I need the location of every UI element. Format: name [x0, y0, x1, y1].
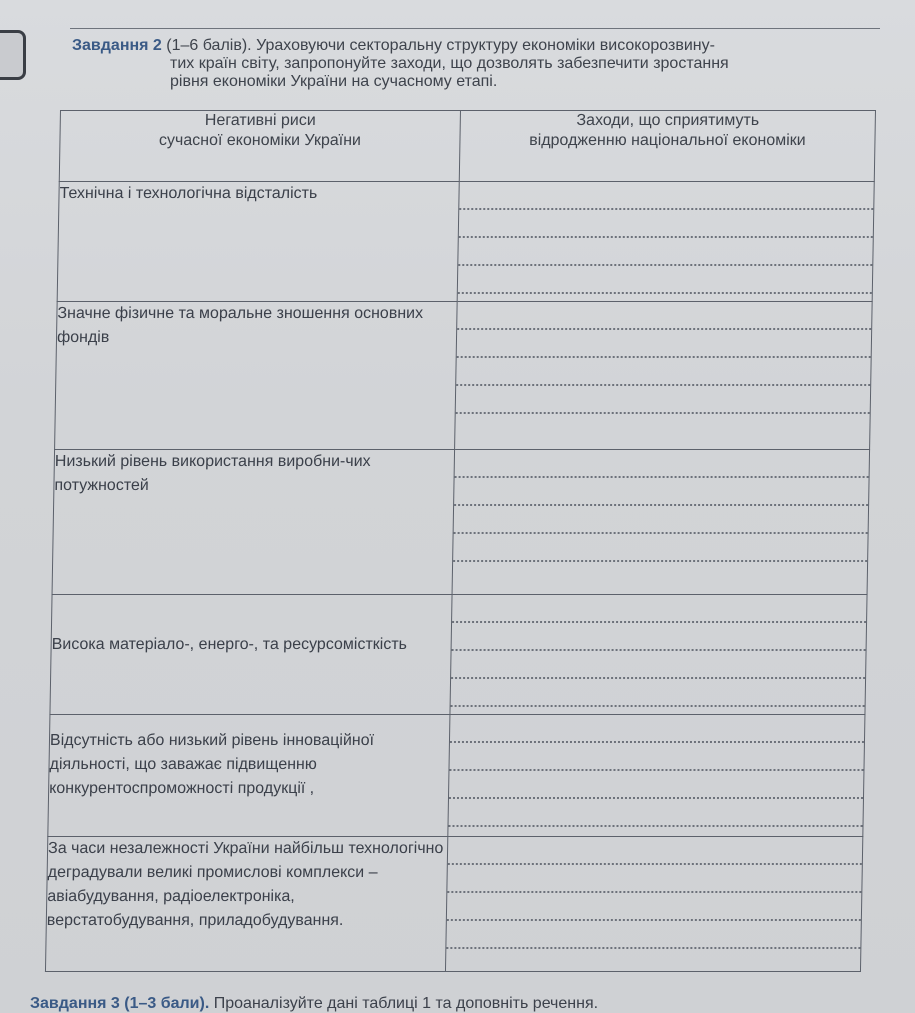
measures-table — [45, 110, 876, 972]
table-row — [57, 182, 874, 302]
header-negative-features: Негативні риси сучасної економіки України — [59, 111, 460, 182]
table-row — [45, 837, 862, 972]
task-statement — [72, 37, 887, 91]
feature-cell: Технічна і технологічна відсталість — [57, 182, 459, 302]
answer-cell[interactable] — [445, 837, 862, 972]
page-tab-marker — [0, 30, 26, 80]
task-points: (1–6 балів). — [166, 37, 252, 54]
answer-cell[interactable] — [448, 715, 865, 837]
table-header-row — [59, 111, 875, 182]
top-divider — [70, 28, 880, 29]
task-line-3: рівня економіки України на сучасному етапі. — [170, 73, 498, 90]
table-row — [50, 595, 867, 715]
feature-cell: Відсутність або низький рівень інноваційної діяльності, що заважає підвищенню конкурентоспроможності продукції , — [48, 715, 450, 837]
feature-cell: Значне фізичне та моральне зношення основних фондів — [55, 302, 458, 450]
table-row — [48, 715, 865, 837]
feature-cell: За часи незалежності України найбільш технологічно деградували великі промислові комплекси – авіабудування, радіоелектроніка, верстатобудування, приладобудування. — [45, 837, 447, 972]
answer-cell[interactable] — [450, 595, 867, 715]
answer-cell[interactable] — [455, 302, 873, 450]
task-line-1: Ураховуючи секторальну структуру економіки високорозвину- — [256, 37, 715, 54]
task-line-2: тих країн світу, запропонуйте заходи, що дозволять забезпечити зростання — [170, 55, 729, 72]
table-row — [52, 450, 870, 595]
next-task-number: Завдання 3 (1–3 бали). — [30, 995, 210, 1012]
table-row — [55, 302, 873, 450]
feature-cell: Висока матеріало-, енерго-, та ресурсомісткість — [50, 595, 452, 715]
next-task-text: Проаналізуйте дані таблиці 1 та доповніть речення. — [213, 995, 599, 1012]
answer-cell[interactable] — [452, 450, 870, 595]
task-number: Завдання 2 — [72, 37, 162, 54]
next-task-statement — [30, 995, 598, 1013]
header-measures: Заходи, що сприятимуть відродженню національної економіки — [459, 111, 875, 182]
answer-cell[interactable] — [457, 182, 874, 302]
feature-cell: Низький рівень використання виробни-чих потужностей — [52, 450, 455, 595]
